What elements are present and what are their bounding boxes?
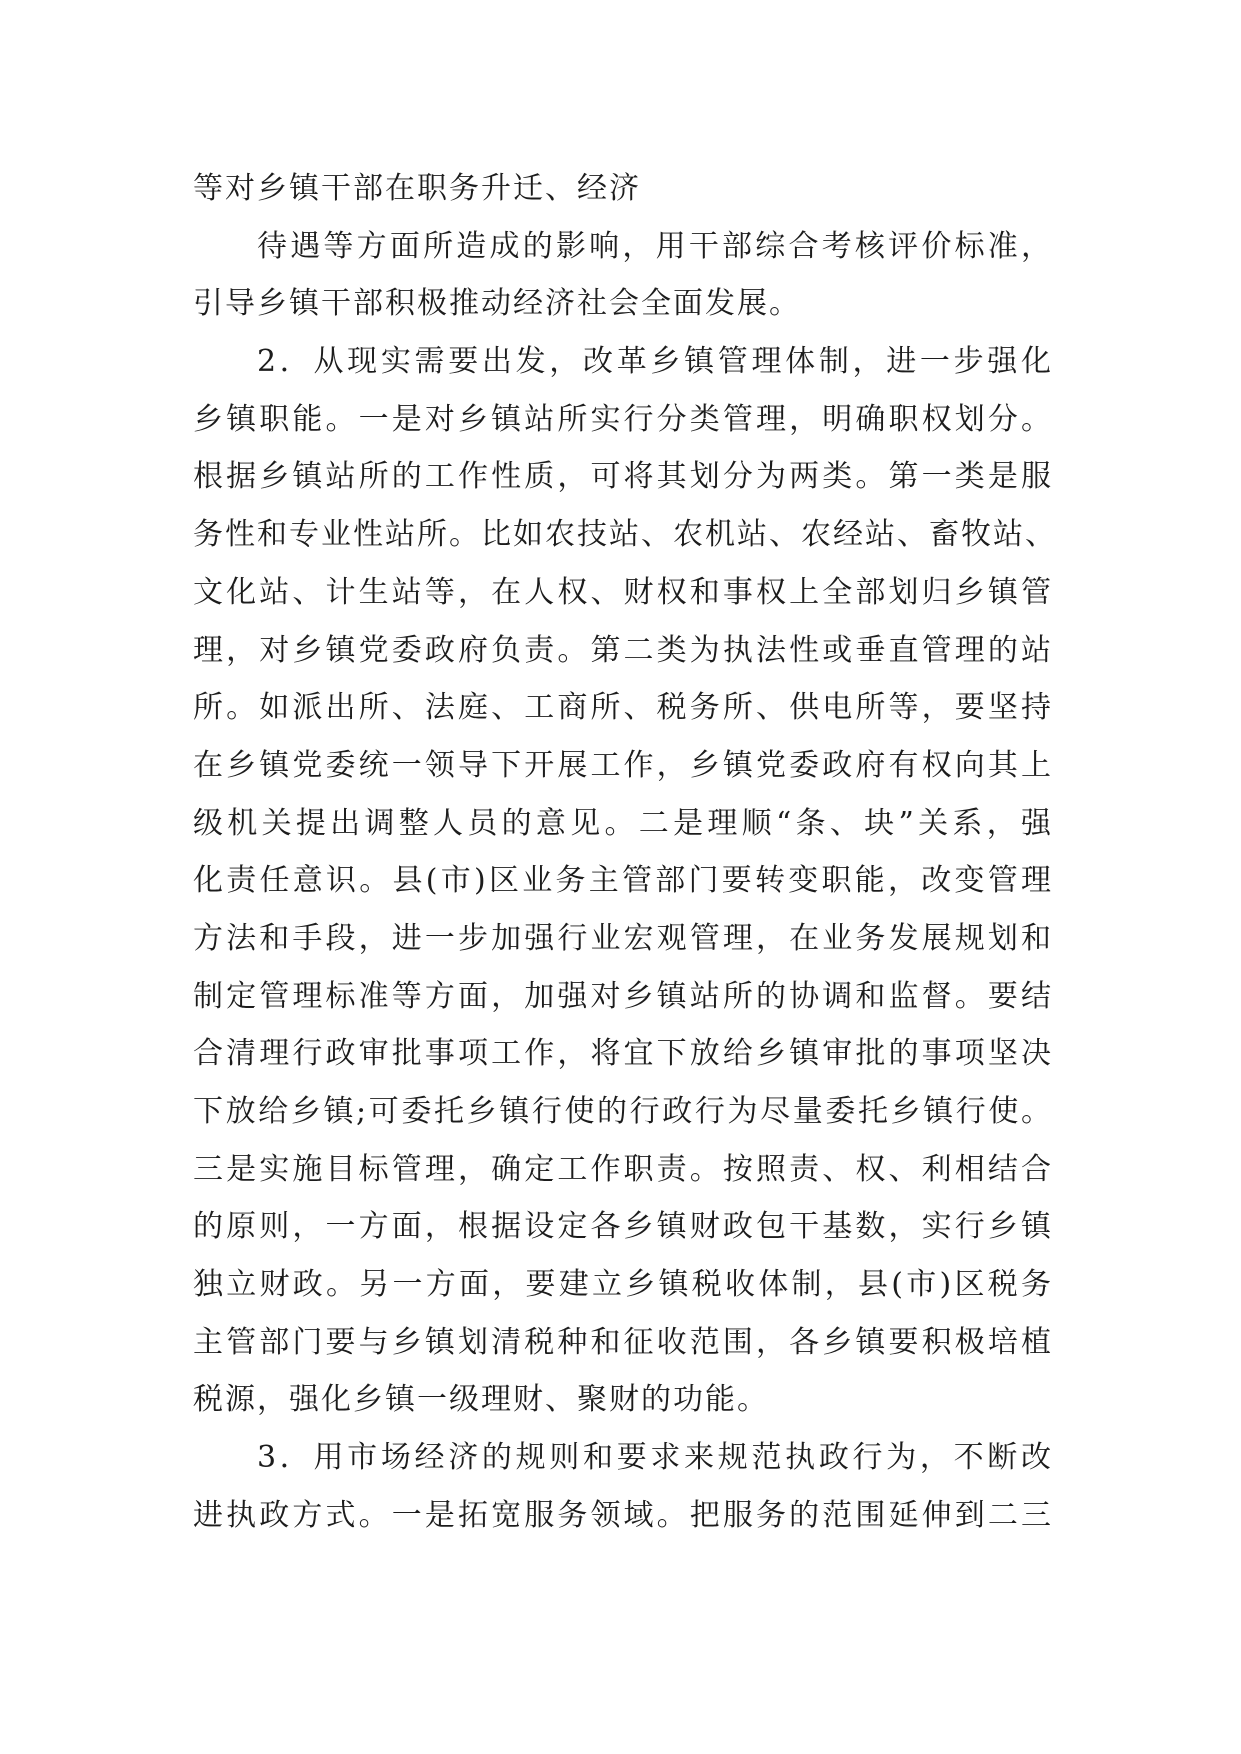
text-line: 引导乡镇干部积极推动经济社会全面发展。	[193, 286, 801, 322]
text-line: 待遇等方面所造成的影响，用干部综合考核评价标准，	[257, 228, 1053, 264]
text-line: 等对乡镇干部在职务升迁、经济	[193, 171, 641, 206]
text-line: 3．用市场经济的规则和要求来规范执政行为，不断改	[257, 1440, 1053, 1476]
text-line: 的原则，一方面，根据设定各乡镇财政包干基数，实行乡镇	[193, 1209, 1053, 1245]
text-line: 方法和手段，进一步加强行业宏观管理，在业务发展规划和	[193, 920, 1053, 956]
text-line: 级机关提出调整人员的意见。二是理顺“条、块”关系，强	[193, 805, 1053, 841]
text-line: 在乡镇党委统一领导下开展工作，乡镇党委政府有权向其上	[193, 747, 1053, 783]
body-text	[193, 160, 1057, 1545]
text-line: 制定管理标准等方面，加强对乡镇站所的协调和监督。要结	[193, 978, 1053, 1014]
text-line: 乡镇职能。一是对乡镇站所实行分类管理，明确职权划分。	[193, 401, 1053, 437]
text-line: 2．从现实需要出发，改革乡镇管理体制，进一步强化	[257, 344, 1053, 380]
text-line: 下放给乡镇;可委托乡镇行使的行政行为尽量委托乡镇行使。	[193, 1094, 1053, 1129]
text-line: 根据乡镇站所的工作性质，可将其划分为两类。第一类是服	[193, 459, 1053, 495]
text-line: 税源，强化乡镇一级理财、聚财的功能。	[193, 1382, 769, 1418]
text-line: 进执政方式。一是拓宽服务领域。把服务的范围延伸到二三	[193, 1497, 1053, 1533]
text-line: 三是实施目标管理，确定工作职责。按照责、权、利相结合	[193, 1151, 1053, 1187]
text-line: 务性和专业性站所。比如农技站、农机站、农经站、畜牧站、	[193, 517, 1057, 553]
text-line: 文化站、计生站等，在人权、财权和事权上全部划归乡镇管	[193, 574, 1053, 610]
text-line: 化责任意识。县(市)区业务主管部门要转变职能，改变管理	[193, 863, 1053, 899]
text-line: 合清理行政审批事项工作，将宜下放给乡镇审批的事项坚决	[193, 1036, 1053, 1072]
text-line: 主管部门要与乡镇划清税种和征收范围，各乡镇要积极培植	[193, 1324, 1053, 1360]
text-line: 理，对乡镇党委政府负责。第二类为执法性或垂直管理的站	[193, 632, 1053, 668]
text-line: 所。如派出所、法庭、工商所、税务所、供电所等，要坚持	[193, 690, 1053, 726]
text-line: 独立财政。另一方面，要建立乡镇税收体制，县(市)区税务	[193, 1267, 1053, 1303]
